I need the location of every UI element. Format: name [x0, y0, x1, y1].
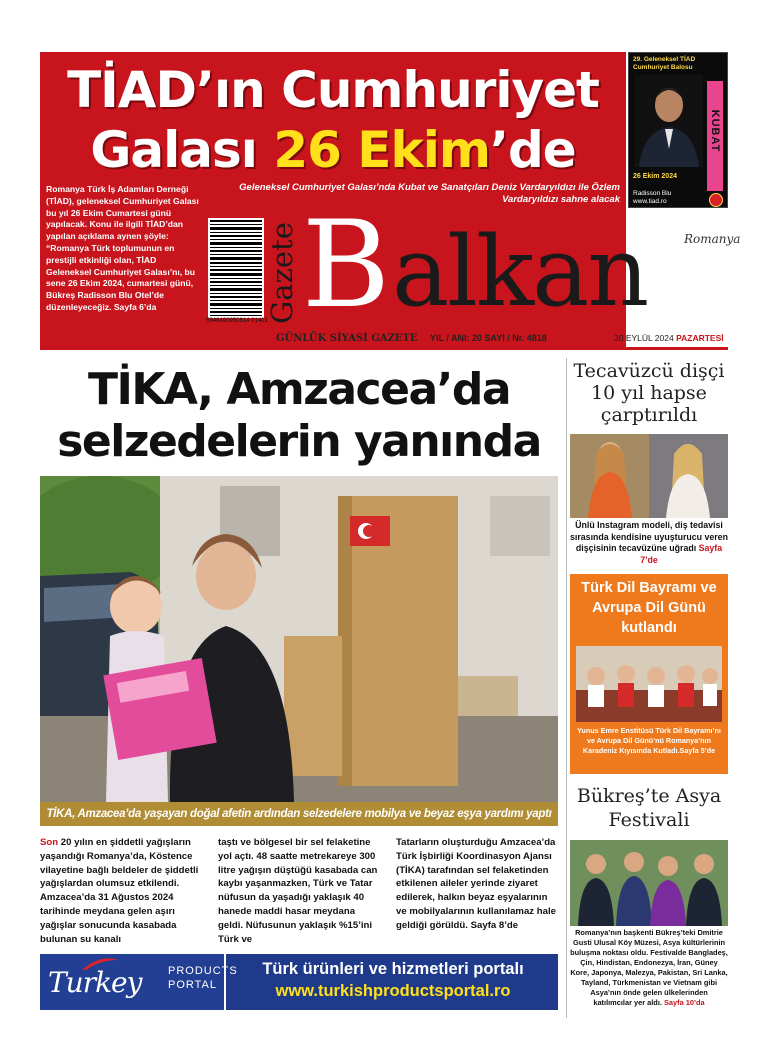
products-portal-ad[interactable] — [40, 954, 558, 1010]
sidebar-story-3-summary: Romanya’nın başkenti Bükreş’teki Dmitrie Gusti Ulusal Köy Müzesi, Asya kültürlerinin buluşma noktası oldu. Festivalde Bangladeş, Çin, Hindistan, Endonezya, İran, Güney Kore, Japonya, Malezya, Pakistan, Sri Lanka, Tayland, Türkmenistan ve Vietnam gibi Asya’nın önde gelen ülkelerinden katılımcılar yer aldı. — [570, 928, 728, 1007]
sidebar-story-3-text — [570, 928, 728, 1008]
sidebar-story-2[interactable] — [570, 574, 728, 774]
issue-date-value: 30 EYLÜL 2024 — [614, 333, 674, 343]
barcode-icon — [208, 218, 264, 318]
masthead-prefix-text: Gazete — [265, 222, 299, 324]
sidebar-story-3-photo[interactable] — [570, 840, 728, 926]
masthead-prefix — [262, 220, 302, 330]
banner-headline-line2-post: ’de — [489, 121, 576, 179]
performer-band — [707, 81, 723, 191]
main-story-photo[interactable] — [40, 476, 558, 802]
gala-ad-date: 26 Ekim 2024 — [633, 173, 677, 180]
gala-ad-title: 29. Geleneksel TİAD Cumhuriyet Balosu — [633, 56, 696, 71]
main-photo-caption: TİKA, Amzacea’da yaşayan doğal afetin ardından selzedelere mobilya ve beyaz eşya yardımı yaptı — [40, 802, 558, 826]
sidebar-story-1-summary: Ünlü Instagram modeli, diş tedavisi sırasında kendisine uyuşturucu veren dişçisinin tecavüzüne uğradı — [570, 520, 728, 553]
products-portal-brand: Turkey — [48, 966, 142, 999]
issue-weekday: PAZARTESİ — [676, 333, 724, 343]
products-word: PRODUCTS — [168, 965, 238, 977]
article-column-3 — [396, 836, 556, 933]
masthead-tagline: GÜNLÜK SİYASİ GAZETE — [276, 333, 418, 344]
singer-photo — [635, 75, 703, 167]
gala-ad-venue — [633, 190, 705, 206]
main-headline[interactable] — [40, 364, 558, 468]
banner-headline-line1: TİAD’ın Cumhuriyet — [67, 61, 599, 119]
products-portal-slogan: Türk ürünleri ve hizmetleri portalı — [262, 960, 524, 978]
masthead-rule — [272, 347, 728, 350]
sidebar-story-2-photo — [576, 646, 722, 722]
logo-wordmark[interactable]: alkan — [392, 216, 648, 328]
banner-subtitle: Geleneksel Cumhuriyet Galası’nda Kubat ve Sanatçıları Deniz Vardaryıldızı ile Özlem Vardaryıldızı sahne alacak — [239, 182, 620, 205]
banner-text: Romanya Türk İş Adamları Derneği (TİAD), geleneksel Cumhuriyet Galası bu yıl 26 Ekim Cumartesi günü yapılacak. Konu ile ilgili TİAD’dan yapılan açıklama aynen şöyle: “Romanya Türk toplumunun en prestijli etkinliği olan, TİAD Geleneksel Cumhuriyet Galası’nı, bu sene 26 Ekim 2024, cumartesi günü, Bükreş Radisson Blu Otel’de düzenleyeceğiz. Sayfa 6’da — [46, 184, 199, 312]
article-column-3-text: Tatarların oluşturduğu Amzacea’da Türk İşbirliği Koordinasyon Ajansı (TİKA) tarafından sel felaketinden etkilenen aileler yerinde ziyaret edilerek, halkın beyaz eşyalarının ve mobilyalarının kullanılamaz hale geldiği görüldü. — [396, 837, 556, 931]
sidebar-story-1-photo[interactable] — [570, 434, 728, 518]
gala-ad-site[interactable]: www.tiad.ro — [633, 198, 667, 205]
products-portal-url[interactable]: www.turkishproductsportal.ro — [275, 982, 511, 1000]
article-lead-word: Son — [40, 837, 59, 848]
logo-initial-box[interactable] — [300, 196, 392, 335]
masthead-country: Romanya — [684, 232, 741, 246]
products-portal-logo — [40, 954, 238, 1010]
main-headline-line1: TİKA, Amzacea’da — [87, 364, 511, 415]
logo-initial: B — [301, 196, 391, 335]
sidebar-story-1-headline[interactable]: Tecavüzcü dişçi 10 yıl hapse çarptırıldı — [573, 360, 725, 426]
issue-date — [614, 333, 724, 343]
article-column-1 — [40, 836, 204, 946]
banner-headline-line2-pre: Galası — [90, 121, 274, 179]
banner-headline — [40, 60, 626, 180]
portal-word: PORTAL — [168, 979, 217, 991]
gala-ad-venue-name: Radisson Blu — [633, 190, 672, 197]
sidebar-story-1-ref[interactable]: Sayfa 7’de — [640, 543, 723, 565]
performer-name: KUBAT — [709, 109, 721, 153]
sidebar-story-1-text — [570, 520, 728, 566]
sidebar-story-3-headline[interactable]: Bükreş’te Asya Festivali — [576, 785, 722, 831]
barcode-number: 5948490950814 01401 — [206, 318, 268, 324]
sidebar-story-2-headline: Türk Dil Bayramı ve Avrupa Dil Günü kutlandı — [581, 580, 717, 636]
gala-advertisement[interactable] — [628, 52, 728, 208]
sidebar-divider — [566, 358, 567, 1018]
tiad-logo-icon — [709, 193, 723, 207]
issue-number: YIL / ANI: 20 SAYI / Nr. 4818 — [430, 333, 547, 343]
main-headline-line2: selzedelerin yanında — [57, 416, 541, 467]
article-column-1-text: 20 yılın en şiddetli yağışların yaşandığı Romanya’da, Köstence vilayetine bağlı beldeler de şiddetli yağışlardan olumsuz etkilendi. Amzacea’da 31 Ağustos 2024 tarihinde meydana gelen aşırı yağışlar sonucunda kasabada bulunan su kanalı — [40, 837, 199, 945]
article-column-2: taştı ve bölgesel bir sel felaketine yol açtı. 48 saatte metrekareye 300 litre yağışın düştüğü kasabada can kaybı yaşanmazken, Türk ve Tatar nüfusun da yaşadığı yaklaşık 40 hanede maddi hasar meydana geldi. Nüfusunun yaklaşık %15’ini Türk ve — [218, 837, 378, 945]
banner-headline-date: 26 Ekim — [273, 121, 490, 179]
article-page-ref[interactable]: Sayfa 8’de — [467, 919, 519, 931]
sidebar-story-3-ref[interactable]: Sayfa 10’da — [661, 998, 705, 1007]
sidebar-story-2-text: Yunus Emre Enstitüsü Türk Dil Bayramı’nı ve Avrupa Dil Günü’nü Romanya’nın Karadeniz Kıyısında Kutladı.Sayfa 5’de — [577, 726, 721, 755]
